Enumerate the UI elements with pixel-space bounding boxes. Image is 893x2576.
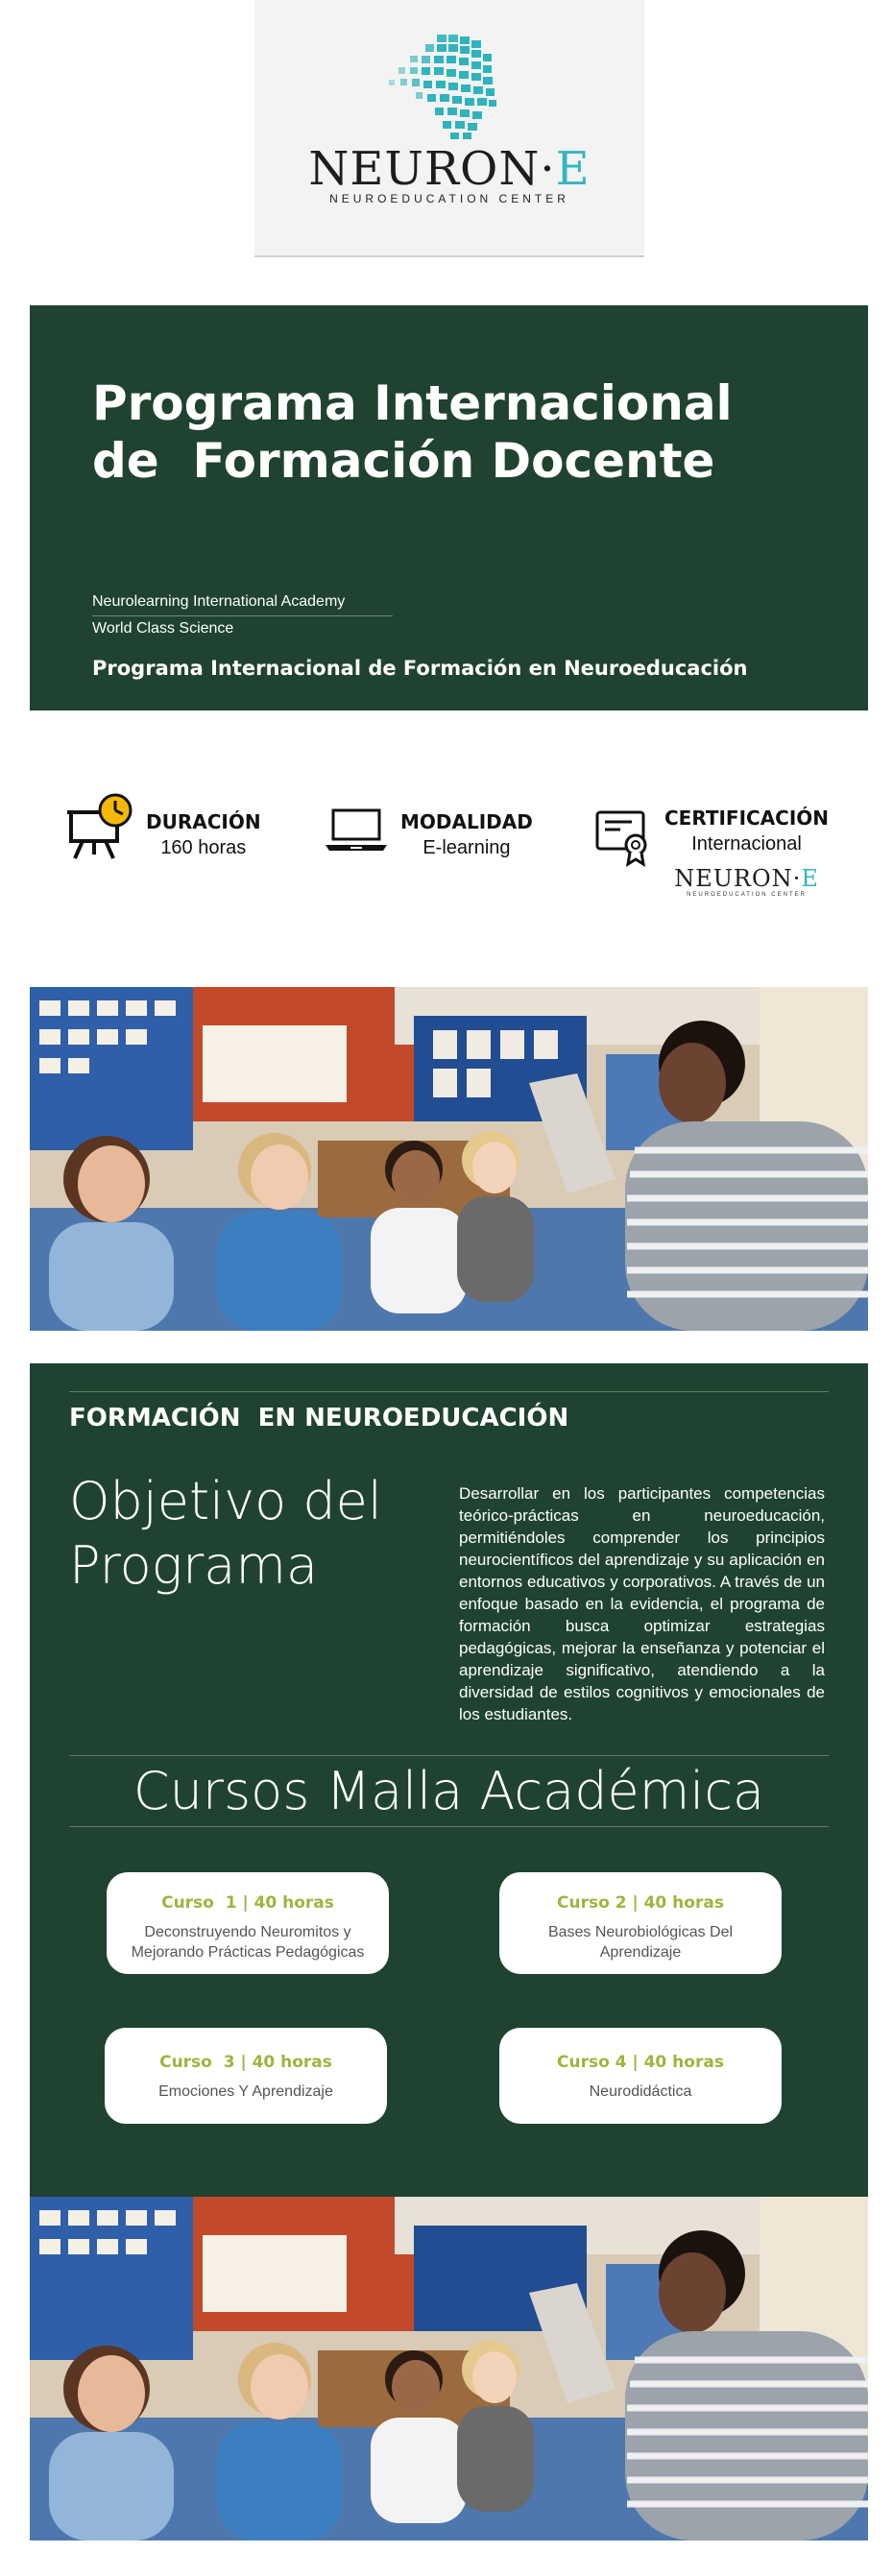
section-divider-top — [69, 1391, 829, 1392]
certificate-icon — [593, 807, 655, 868]
hero-program-name: Programa Internacional de Formación en Neuroeducación — [92, 657, 748, 680]
course-card-4[interactable] — [499, 2028, 782, 2124]
logo-subtitle: NEUROEDUCATION CENTER — [329, 192, 569, 205]
duracion-value: 160 horas — [160, 837, 247, 858]
certificacion-value: Internacional — [691, 833, 802, 855]
logo-wordmark: NEURON·E — [308, 142, 591, 196]
cursos-title: Cursos Malla Académica — [133, 1761, 765, 1821]
classroom-photo — [30, 987, 868, 1331]
course-description: Emociones Y Aprendizaje — [158, 2083, 333, 2100]
certificacion-logo: NEURON·E — [674, 865, 819, 892]
hero-org-science: World Class Science — [92, 620, 234, 637]
laptop-icon — [322, 793, 391, 862]
course-title: Curso 3 | 40 horas — [159, 2053, 332, 2072]
info-duracion — [67, 793, 261, 862]
classroom-illustration — [30, 987, 868, 1331]
info-certificacion — [593, 793, 829, 898]
course-card-3[interactable] — [105, 2028, 387, 2124]
course-description: Deconstruyendo Neuromitos y Mejorando Prácticas Pedagógicas — [131, 1924, 365, 1961]
info-modalidad — [322, 793, 533, 862]
hero-divider — [92, 615, 393, 616]
hero-title: Programa Internacional de Formación Docente — [92, 375, 733, 489]
classroom-illustration — [30, 2197, 868, 2540]
modalidad-label: MODALIDAD — [400, 810, 533, 833]
section-divider-bottom — [69, 1826, 829, 1827]
neuron-e-logo — [254, 0, 644, 257]
objetivo-title: Objetivo del Programa — [69, 1471, 382, 1596]
hero-banner — [30, 305, 868, 710]
modalidad-value: E-learning — [422, 837, 511, 858]
course-description: Neurodidáctica — [589, 2083, 692, 2100]
formacion-section — [30, 1363, 868, 2199]
hero-org-academy: Neurolearning International Academy — [92, 593, 346, 610]
objetivo-description: Desarrollar en los participantes competencias teórico-prácticas en neuroeducación, permitiéndoles comprender los principios neurocientíficos del aprendizaje y su aplicación en entornos educativos y corporativos. A través de un enfoque basado en la evidencia, el programa de formación busca optimizar estrategias pedagógicas, mejorar la enseñanza y potenciar el aprendizaje significativo, atendiendo a la diversidad de estilos cognitivos y emocionales de los estudiantes. — [459, 1484, 825, 1723]
brain-head-icon — [381, 35, 502, 140]
course-title: Curso 1 | 40 horas — [161, 1893, 334, 1913]
presentation-clock-icon — [67, 793, 136, 862]
course-title: Curso 2 | 40 horas — [557, 1893, 724, 1913]
course-title: Curso 4 | 40 horas — [557, 2053, 724, 2072]
section-divider-middle — [69, 1755, 829, 1756]
formacion-heading: FORMACIÓN EN NEUROEDUCACIÓN — [69, 1404, 569, 1432]
classroom-photo-bottom — [30, 2197, 868, 2540]
course-card-1[interactable] — [107, 1872, 389, 1974]
duracion-label: DURACIÓN — [146, 810, 261, 833]
course-card-2[interactable] — [499, 1872, 782, 1974]
certificacion-label: CERTIFICACIÓN — [664, 807, 830, 830]
certificacion-logo-subtitle: NEUROEDUCATION CENTER — [687, 892, 807, 898]
course-description: Bases Neurobiológicas Del Aprendizaje — [547, 1924, 734, 1961]
